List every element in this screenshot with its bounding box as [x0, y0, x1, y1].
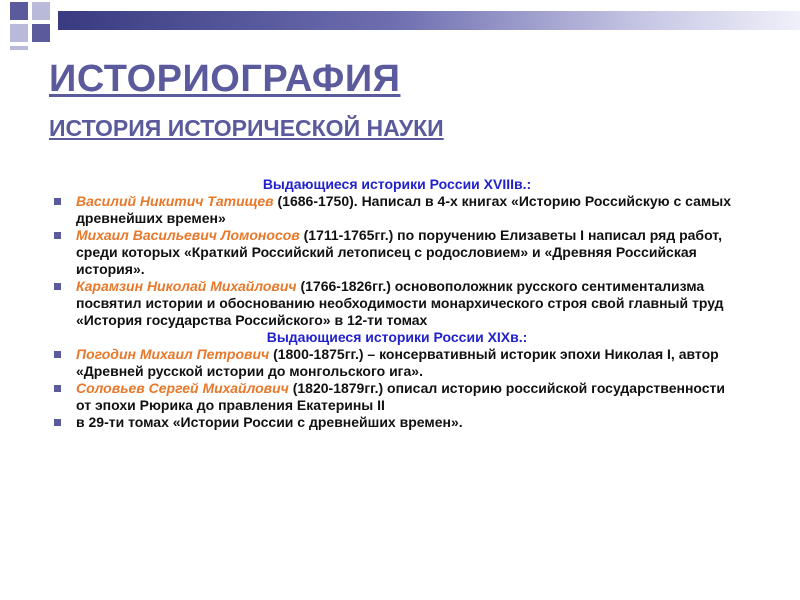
list-item [52, 414, 742, 431]
bullet-icon [54, 385, 61, 392]
slide-title: ИСТОРИОГРАФИЯ [49, 58, 401, 100]
bullet-icon [54, 198, 61, 205]
content-body [52, 176, 742, 431]
item-text: (1686-1750). Написал в 4-х книгах «Историю Российскую с самых древнейших времен» [76, 193, 731, 226]
item-text: (1820-1879гг.) описал историю российской государственности от эпохи Рюрика до правления Екатерины II [76, 380, 726, 413]
list-item [52, 346, 742, 380]
decor-square [32, 24, 50, 42]
decor-square [32, 2, 50, 20]
historian-name: Карамзин Николай Михайлович [76, 278, 297, 294]
slide-subtitle: ИСТОРИЯ ИСТОРИЧЕСКОЙ НАУКИ [49, 115, 444, 141]
list-item [52, 227, 742, 278]
list-item [52, 380, 742, 414]
item-text: в 29-ти томах «Истории России с древнейших времен». [76, 414, 463, 430]
decor-square [10, 2, 28, 20]
historian-name: Василий Никитич Татищев [76, 193, 274, 209]
decor-square [10, 24, 28, 42]
list-item [52, 278, 742, 329]
section-heading-19th: Выдающиеся историки России XIXв.: [266, 329, 528, 345]
item-text: (1766-1826гг.) основоположник русского сентиментализма посвятил истории и обоснованию необходимости монархического строя свой главный труд «История государства Российского» в 12-ти томах [76, 278, 724, 328]
bullet-icon [54, 232, 61, 239]
item-text: (1711-1765гг.) по поручению Елизаветы I написал ряд работ, среди которых «Краткий Российский летописец с родословием» и «Древняя Российская история». [76, 227, 722, 277]
section-heading-18th: Выдающиеся историки России XVIIIв.: [262, 176, 532, 192]
header-gradient-bar [58, 11, 800, 30]
historian-name: Соловьев Сергей Михайлович [76, 380, 289, 396]
item-text: (1800-1875гг.) – консервативный историк эпохи Николая I, автор «Древней русской истории до монгольского ига». [76, 346, 719, 379]
bullet-icon [54, 419, 61, 426]
bullet-icon [54, 283, 61, 290]
decor-square [10, 46, 28, 50]
bullet-icon [54, 351, 61, 358]
historian-name: Михаил Васильевич Ломоносов [76, 227, 300, 243]
list-item [52, 193, 742, 227]
historian-name: Погодин Михаил Петрович [76, 346, 270, 362]
